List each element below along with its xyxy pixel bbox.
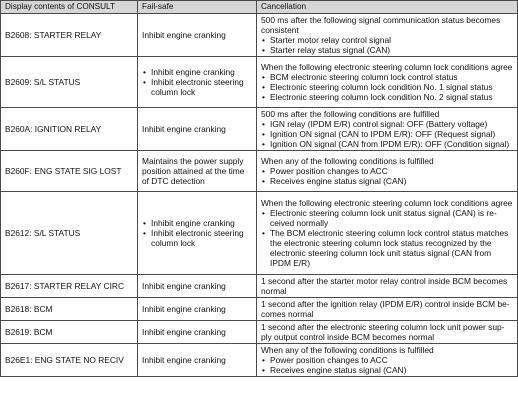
fail-safe-text: Inhibit engine cranking [142,124,226,134]
cancellation-list-item: • Receives engine status signal (CAN) [261,365,514,375]
cancellation-text: When the following electronic steering column lock conditions agree [261,198,513,208]
header-cancellation: Cancellation [257,1,518,14]
dtc-code-cell: B2608: STARTER RELAY [1,14,138,57]
fail-safe-list-item: • Inhibit engine cranking [142,218,253,228]
dtc-code-cell: B260A: IGNITION RELAY [1,108,138,151]
fail-safe-list [142,218,253,248]
fail-safe-cell [138,151,257,192]
fail-safe-cell [138,344,257,377]
dtc-code-cell: B2619: BCM [1,321,138,344]
cancellation-text: 500 ms after the following conditions are fulfilled [261,109,440,119]
cancellation-list-item: • Power position changes to ACC [261,166,514,176]
fail-safe-cell [138,108,257,151]
fail-safe-list-item: • Inhibit engine cranking [142,67,253,77]
fail-safe-text: Inhibit engine cranking [142,327,226,337]
cancellation-list-item: • Ignition ON signal (CAN to IPDM E/R): OFF (Request signal) [261,129,514,139]
cancellation-cell [257,192,518,275]
table-row [1,321,518,344]
fail-safe-cell [138,275,257,298]
cancellation-list-item: • Starter motor relay control signal [261,35,514,45]
cancellation-text: When any of the following conditions is fulfilled [261,345,434,355]
cancellation-list-item: • Electronic steering column lock unit status signal (CAN) is re-ceived normally [261,208,514,228]
header-fail-safe: Fail-safe [138,1,257,14]
cancellation-cell [257,108,518,151]
dtc-code-cell: B2609: S/L STATUS [1,57,138,108]
cancellation-list-item: • Electronic steering column lock condition No. 1 signal status [261,82,514,92]
cancellation-cell [257,151,518,192]
fail-safe-cell [138,57,257,108]
fail-safe-text: Maintains the power supply position attained at the time of DTC detection [142,156,245,186]
header-display-contents: Display contents of CONSULT [1,1,138,14]
cancellation-list [261,35,514,55]
cancellation-list-item: • Receives engine status signal (CAN) [261,176,514,186]
fail-safe-list-item: • Inhibit electronic steering column lock [142,228,253,248]
cancellation-list-item: • Starter relay status signal (CAN) [261,45,514,55]
table-row [1,57,518,108]
dtc-code-cell: B2617: STARTER RELAY CIRC [1,275,138,298]
dtc-code-cell: B2612: S/L STATUS [1,192,138,275]
cancellation-cell [257,321,518,344]
fail-safe-cell [138,14,257,57]
dtc-code-cell: B2618: BCM [1,298,138,321]
cancellation-text: 500 ms after the following signal communication status becomes consistent [261,15,501,35]
table-row [1,151,518,192]
cancellation-cell [257,57,518,108]
cancellation-list-item: • The BCM electronic steering column lock control status matches the electronic steering column lock status recognized by the electronic steering column lock unit status signal (CAN from IPDM E/R) [261,228,514,268]
table-row [1,298,518,321]
table-header-row [1,1,518,14]
cancellation-list-item: • IGN relay (IPDM E/R) control signal: OFF (Battery voltage) [261,119,514,129]
fail-safe-list [142,67,253,97]
fail-safe-cell [138,298,257,321]
table-row [1,344,518,377]
fail-safe-text: Inhibit engine cranking [142,281,226,291]
cancellation-list [261,355,514,375]
fail-safe-cell [138,321,257,344]
cancellation-cell [257,275,518,298]
table-row [1,108,518,151]
table-row [1,275,518,298]
cancellation-text: When any of the following conditions is fulfilled [261,156,434,166]
cancellation-list-item: • BCM electronic steering column lock control status [261,72,514,82]
cancellation-list-item: • Ignition ON signal (CAN from IPDM E/R): OFF (Condition signal) [261,139,514,149]
fail-safe-cell [138,192,257,275]
fail-safe-text: Inhibit engine cranking [142,30,226,40]
cancellation-list [261,166,514,186]
cancellation-text: When the following electronic steering column lock conditions agree [261,62,513,72]
dtc-code-cell: B26E1: ENG STATE NO RECIV [1,344,138,377]
fail-safe-text: Inhibit engine cranking [142,355,226,365]
cancellation-cell [257,344,518,377]
cancellation-list [261,72,514,102]
dtc-code-cell: B260F: ENG STATE SIG LOST [1,151,138,192]
cancellation-cell [257,14,518,57]
cancellation-text: 1 second after the starter motor relay control inside BCM becomes normal [261,276,508,296]
fail-safe-text: Inhibit engine cranking [142,304,226,314]
cancellation-list-item: • Power position changes to ACC [261,355,514,365]
cancellation-list-item: • Electronic steering column lock condition No. 2 signal status [261,92,514,102]
table-body [1,14,518,377]
cancellation-text: 1 second after the ignition relay (IPDM E/R) control inside BCM be-comes normal [261,299,510,319]
table-row [1,14,518,57]
cancellation-text: 1 second after the electronic steering column lock unit power sup-ply output control inside BCM becomes normal [261,322,505,342]
fail-safe-list-item: • Inhibit electronic steering column lock [142,77,253,97]
cancellation-list [261,119,514,149]
cancellation-cell [257,298,518,321]
table-row [1,192,518,275]
cancellation-list [261,208,514,268]
